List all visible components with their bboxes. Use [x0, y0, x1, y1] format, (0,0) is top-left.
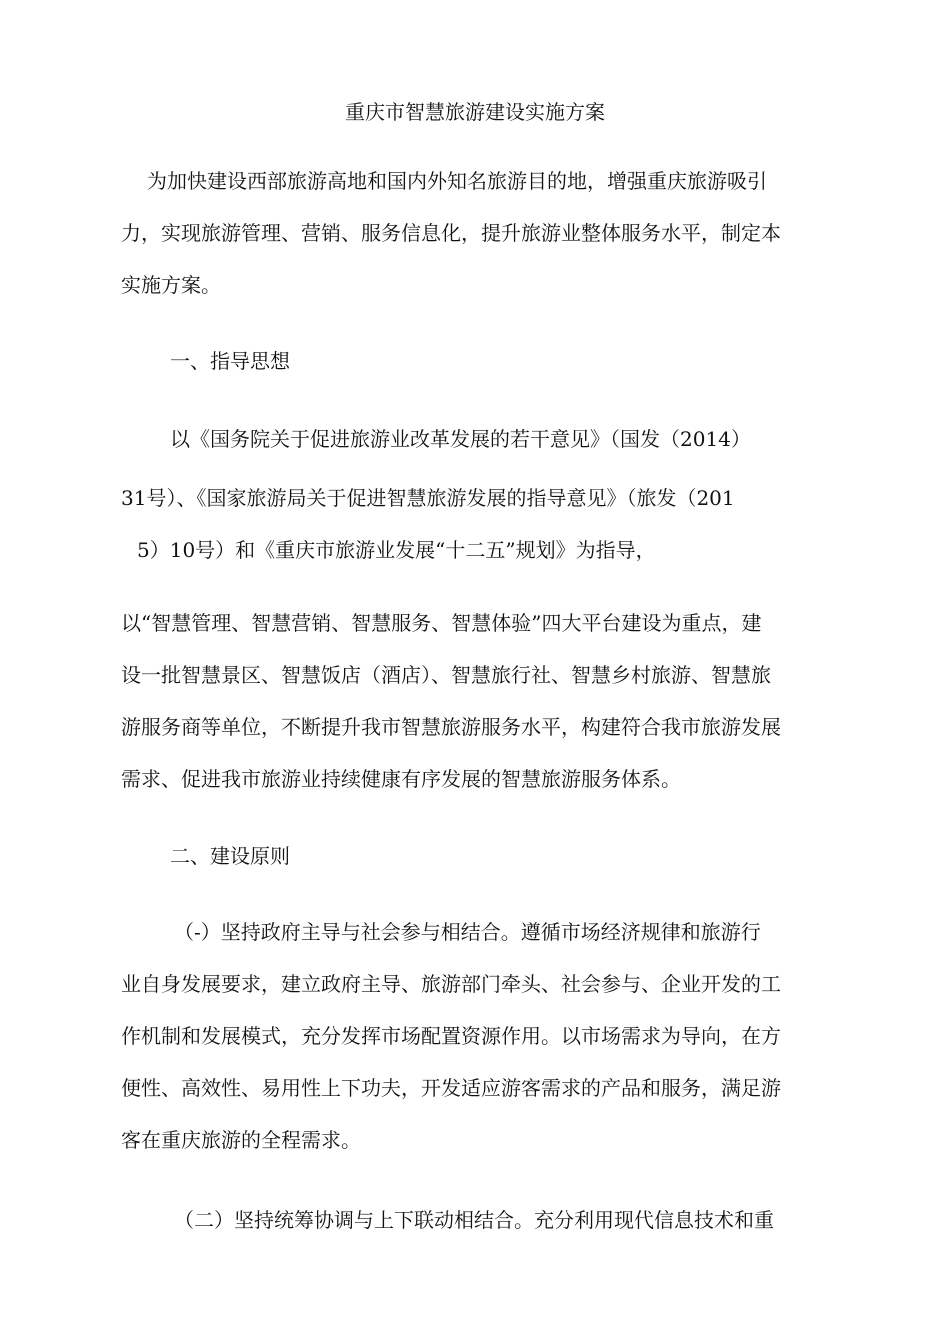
intro-line-3: 实施方案。 — [121, 273, 221, 297]
section1-line-6: 游服务商等单位，不断提升我市智慧旅游服务水平，构建符合我市旅游发展 — [121, 715, 781, 739]
section2-heading: 二、建设原则 — [170, 844, 290, 868]
principle1-line-5: 客在重庆旅游的全程需求。 — [121, 1128, 361, 1152]
document-title: 重庆市智慧旅游建设实施方案 — [345, 100, 605, 124]
section1-line-7: 需求、促进我市旅游业持续健康有序发展的智慧旅游服务体系。 — [121, 767, 681, 791]
intro-line-2: 力，实现旅游管理、营销、服务信息化，提升旅游业整体服务水平，制定本 — [121, 221, 781, 245]
principle1-line-3: 作机制和发展模式，充分发挥市场配置资源作用。以市场需求为导向，在方 — [121, 1024, 781, 1048]
principle2-line-1: （二）坚持统筹协调与上下联动相结合。充分利用现代信息技术和重 — [174, 1208, 774, 1232]
section1-heading: 一、指导思想 — [170, 349, 290, 373]
section1-line-5: 设一批智慧景区、智慧饭店（酒店）、智慧旅行社、智慧乡村旅游、智慧旅 — [121, 663, 771, 687]
section1-line-4: 以“智慧管理、智慧营销、智慧服务、智慧体验”四大平台建设为重点，建 — [121, 611, 762, 635]
principle1-line-4: 便性、高效性、易用性上下功夫，开发适应游客需求的产品和服务，满足游 — [121, 1076, 781, 1100]
principle1-line-1: （-）坚持政府主导与社会参与相结合。遵循市场经济规律和旅游行 — [174, 920, 761, 944]
section1-line-1: 以《国务院关于促进旅游业改革发展的若干意见》（国发（2014） — [170, 427, 751, 451]
intro-line-1: 为加快建设西部旅游高地和国内外知名旅游目的地，增强重庆旅游吸引 — [147, 169, 767, 193]
principle1-line-2: 业自身发展要求，建立政府主导、旅游部门牵头、社会参与、企业开发的工 — [121, 972, 781, 996]
section1-line-2: 31号）、《国家旅游局关于促进智慧旅游发展的指导意见》（旅发（201 — [121, 486, 735, 510]
section1-line-3: 5）10号）和《重庆市旅游业发展“十二五”规划》为指导， — [137, 538, 656, 562]
